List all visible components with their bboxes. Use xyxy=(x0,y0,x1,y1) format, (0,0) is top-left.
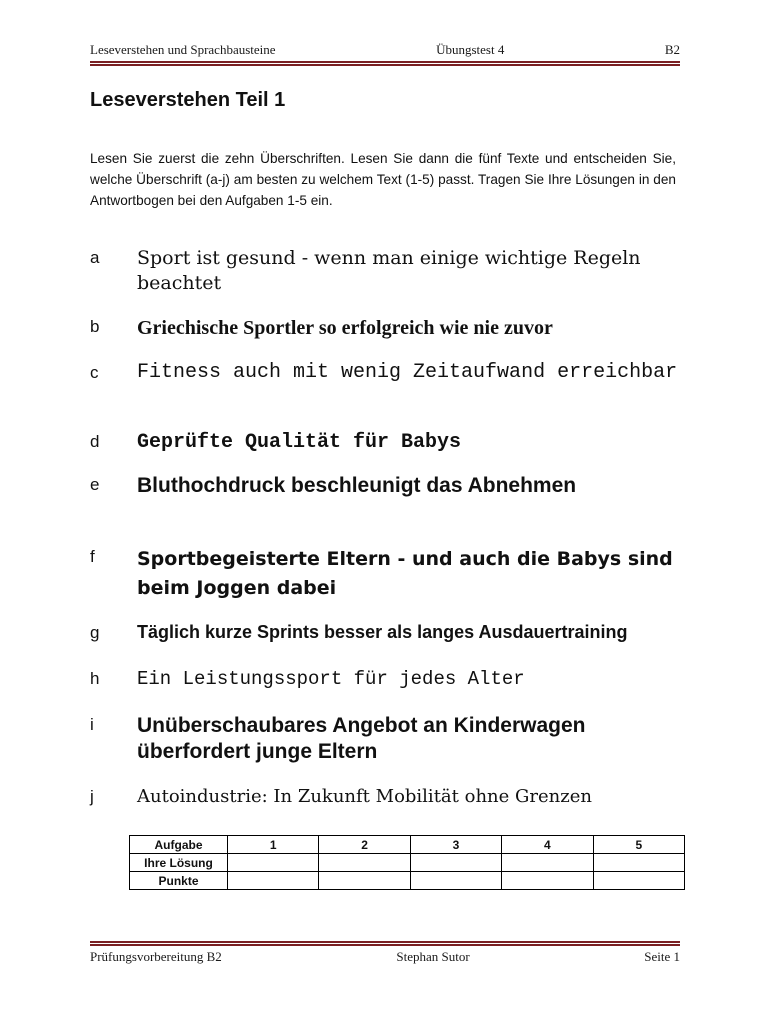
headline-letter: c xyxy=(90,363,99,382)
answer-cell[interactable] xyxy=(593,854,684,872)
headline-text: Sport ist gesund - wenn man einige wichtige Regeln beachtet xyxy=(137,247,641,295)
answer-cell[interactable] xyxy=(319,854,410,872)
footer-course: Prüfungsvorbereitung B2 xyxy=(90,949,222,964)
instructions-paragraph: Lesen Sie zuerst die zehn Überschriften. Lesen Sie dann die fünf Texte und entscheiden Sie, welche Überschrift (a-j) am besten zu welchem Text (1-5) passt. Tragen Sie Ihre Lösungen in den Antwortbogen bei den Aufgaben 1-5 ein. xyxy=(90,151,676,208)
headline-text: Autoindustrie: In Zukunft Mobilität ohne Grenzen xyxy=(137,786,592,807)
answer-cell[interactable] xyxy=(228,854,319,872)
headline-text: Täglich kurze Sprints besser als langes Ausdauertraining xyxy=(137,622,628,642)
points-cell xyxy=(502,872,593,890)
points-cell xyxy=(319,872,410,890)
footer-author: Stephan Sutor xyxy=(396,949,470,964)
column-header: 1 xyxy=(228,836,319,854)
headline-letter: i xyxy=(90,715,94,734)
answer-cell[interactable] xyxy=(410,854,501,872)
page-header xyxy=(90,42,680,58)
footer-rule xyxy=(90,941,680,943)
points-cell xyxy=(228,872,319,890)
headline-item-e xyxy=(90,473,680,500)
answer-table xyxy=(129,835,685,890)
points-cell xyxy=(410,872,501,890)
headline-letter: j xyxy=(90,787,94,806)
column-header: 4 xyxy=(502,836,593,854)
points-cell xyxy=(593,872,684,890)
answer-table-row-solution xyxy=(130,854,685,872)
answer-cell[interactable] xyxy=(502,854,593,872)
headline-letter: b xyxy=(90,317,100,336)
headline-item-b xyxy=(90,315,680,341)
row-label: Aufgabe xyxy=(130,836,228,854)
headline-letter: g xyxy=(90,623,100,642)
footer-page-number: Seite 1 xyxy=(644,949,680,964)
row-label: Punkte xyxy=(130,872,228,890)
headline-text: Sportbegeisterte Eltern - und auch die Babys sind beim Joggen dabei xyxy=(137,548,673,599)
header-rule-second xyxy=(90,64,680,66)
headline-item-j xyxy=(90,785,680,809)
row-label: Ihre Lösung xyxy=(130,854,228,872)
headline-item-c xyxy=(90,361,680,385)
page-title: Leseverstehen Teil 1 xyxy=(90,89,286,111)
headline-item-d xyxy=(90,430,680,456)
headline-text: Bluthochdruck beschleunigt das Abnehmen xyxy=(137,474,577,497)
headline-letter: f xyxy=(90,547,95,566)
headline-item-f xyxy=(90,545,680,602)
headline-item-i xyxy=(90,713,680,764)
column-header: 5 xyxy=(593,836,684,854)
headline-text: Griechische Sportler so erfolgreich wie nie zuvor xyxy=(137,317,553,339)
column-header: 3 xyxy=(410,836,501,854)
footer-rule-second xyxy=(90,944,680,946)
page-footer xyxy=(90,949,680,965)
answer-table-row-points xyxy=(130,872,685,890)
answer-table-row-task xyxy=(130,836,685,854)
headline-text: Geprüfte Qualität für Babys xyxy=(137,431,462,454)
headline-letter: a xyxy=(90,248,100,267)
header-rule xyxy=(90,61,680,63)
headline-letter: d xyxy=(90,432,100,451)
headline-text: Unüberschaubares Angebot an Kinderwagen überfordert junge Eltern xyxy=(137,714,586,763)
headline-text: Fitness auch mit wenig Zeitaufwand erreichbar xyxy=(137,361,678,384)
column-header: 2 xyxy=(319,836,410,854)
headline-text: Ein Leistungssport für jedes Alter xyxy=(137,668,525,690)
headline-letter: e xyxy=(90,475,100,494)
header-level: B2 xyxy=(664,42,680,57)
header-test-name: Übungstest 4 xyxy=(436,42,505,57)
header-subject: Leseverstehen und Sprachbausteine xyxy=(90,42,276,57)
headline-item-g xyxy=(90,621,680,645)
headline-item-a xyxy=(90,246,680,296)
headline-item-h xyxy=(90,667,680,692)
headline-letter: h xyxy=(90,669,100,688)
